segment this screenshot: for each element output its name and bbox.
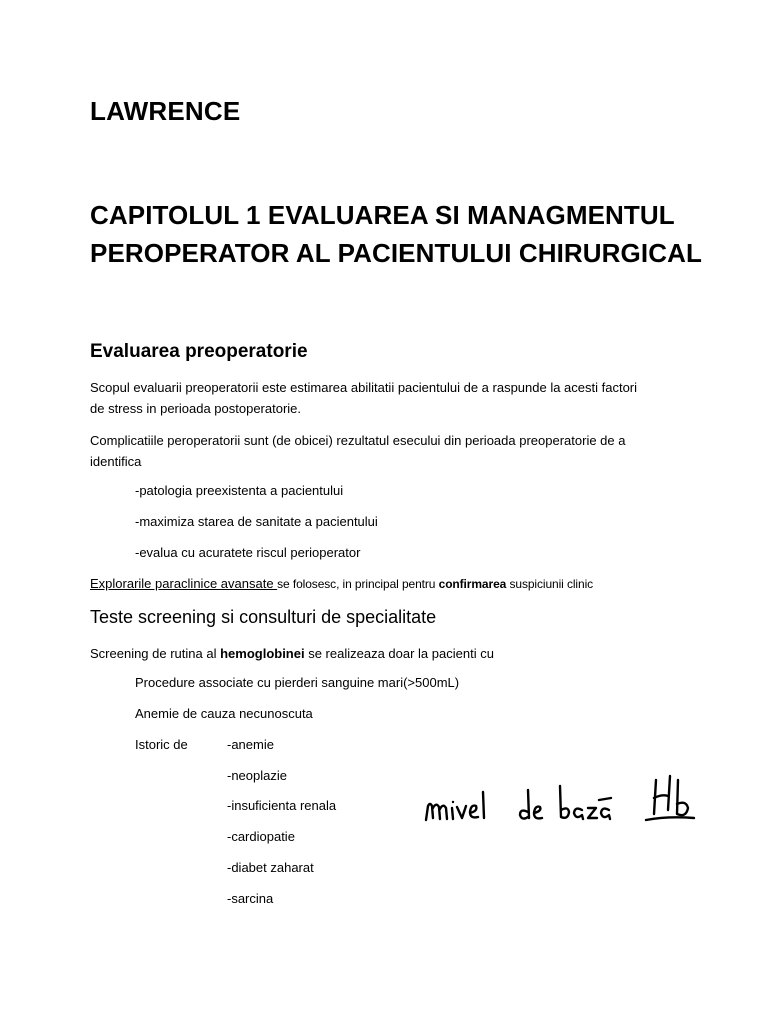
chapter-title-line-1: CAPITOLUL 1 EVALUAREA SI MANAGMENTUL bbox=[90, 200, 675, 230]
bold-word-hemoglobin: hemoglobinei bbox=[220, 646, 305, 661]
istoric-label: Istoric de bbox=[135, 737, 188, 752]
paragraph-1-line-1: Scopul evaluarii preoperatorii este estimarea abilitatii pacientului de a raspunde la acesti factori bbox=[90, 380, 638, 395]
paragraph-3-text-end: suspiciunii clinic bbox=[506, 577, 594, 591]
list-item: -maximiza starea de sanitate a pacientului bbox=[135, 514, 378, 529]
list-item: Procedure associate cu pierderi sanguine mari(>500mL) bbox=[135, 675, 460, 690]
handwritten-note-drawing bbox=[420, 762, 700, 832]
chapter-title-line-2: PEROPERATOR AL PACIENTULUI CHIRURGICAL bbox=[90, 238, 702, 268]
list-item: Anemie de cauza necunoscuta bbox=[135, 706, 313, 721]
list-item: -evalua cu acuratete riscul perioperator bbox=[135, 545, 361, 560]
paragraph-3-text: se folosesc, in principal pentru bbox=[277, 577, 439, 591]
paragraph-1-line-2: de stress in perioada postoperatorie. bbox=[90, 401, 302, 416]
document-title: LAWRENCE bbox=[90, 96, 241, 126]
paragraph-4-text: Screening de rutina al bbox=[90, 646, 221, 661]
bold-word: confirmarea bbox=[438, 577, 507, 591]
istoric-item: -sarcina bbox=[227, 891, 274, 906]
istoric-item: -anemie bbox=[227, 737, 274, 752]
paragraph-2-line-1: Complicatiile peroperatorii sunt (de obicei) rezultatul esecului din perioada preoperatorie de a bbox=[90, 433, 626, 448]
list-item: -patologia preexistenta a pacientului bbox=[135, 483, 344, 498]
paragraph-3 bbox=[90, 573, 593, 595]
istoric-item: -diabet zaharat bbox=[227, 860, 314, 875]
section-heading-preoperative: Evaluarea preoperatorie bbox=[90, 341, 308, 362]
istoric-item: -neoplazie bbox=[227, 768, 287, 783]
paragraph-2-line-2: identifica bbox=[90, 454, 142, 469]
paragraph-4-text-end: se realizeaza doar la pacienti cu bbox=[304, 646, 494, 661]
paragraph-4 bbox=[90, 643, 494, 664]
istoric-item: -cardiopatie bbox=[227, 829, 295, 844]
underlined-phrase: Explorarile paraclinice avansate bbox=[90, 576, 278, 591]
istoric-item: -insuficienta renala bbox=[227, 798, 337, 813]
section-heading-screening: Teste screening si consulturi de specialitate bbox=[90, 607, 437, 627]
